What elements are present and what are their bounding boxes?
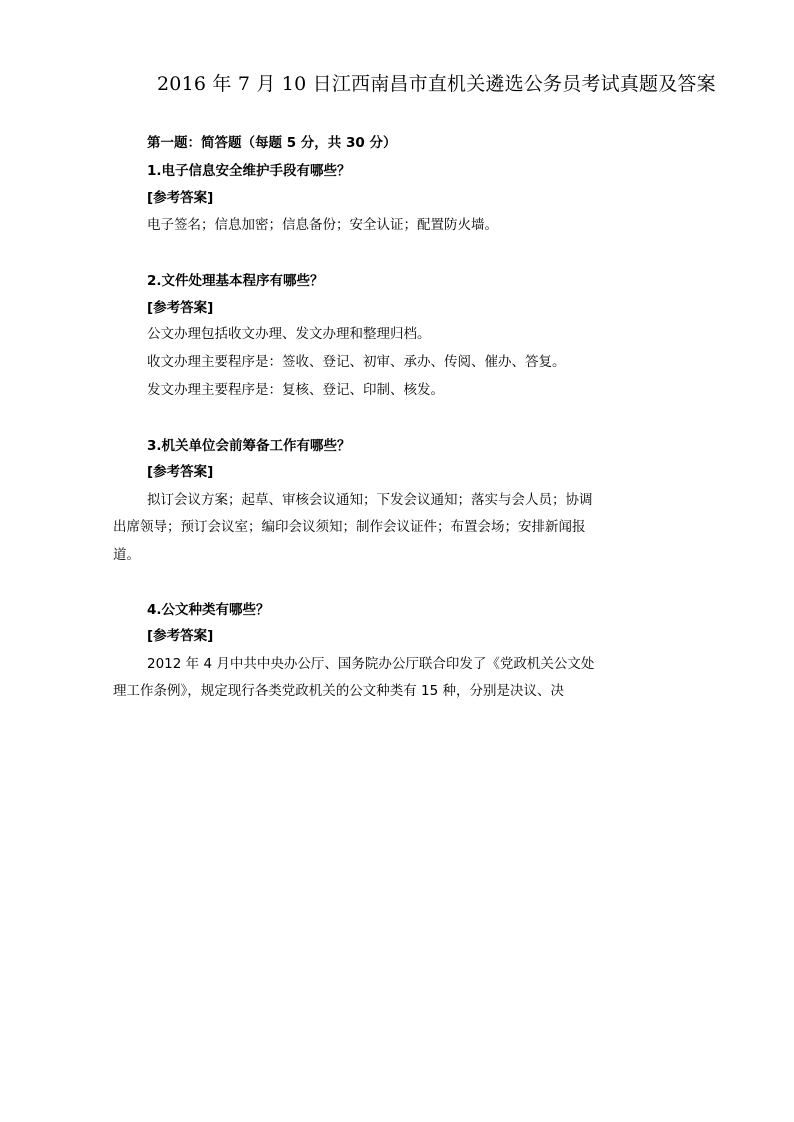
answer-2-line-3: 发文办理主要程序是：复核、登记、印制、核发。: [147, 382, 444, 398]
document-title: 2016 年 7 月 10 日江西南昌市直机关遴选公务员考试真题及答案: [157, 73, 716, 95]
answer-2-line-1: 公文办理包括收文办理、发文办理和整理归档。: [147, 326, 431, 342]
answer-label-4: [参考答案]: [147, 628, 214, 644]
answer-3-line-3: 道。: [113, 547, 140, 563]
answer-4-line-2: 理工作条例》，规定现行各类党政机关的公文种类有 15 种，分别是决议、决: [113, 683, 565, 699]
answer-label-3: [参考答案]: [147, 464, 214, 480]
question-3: 3.机关单位会前筹备工作有哪些？: [147, 438, 351, 454]
question-2: 2.文件处理基本程序有哪些？: [147, 273, 324, 289]
answer-3-line-1: 拟订会议方案；起草、审核会议通知；下发会议通知；落实与会人员；协调: [147, 492, 593, 508]
answer-label-2: [参考答案]: [147, 300, 214, 316]
section-heading: 第一题：简答题（每题 5 分，共 30 分）: [147, 135, 397, 151]
answer-label-1: [参考答案]: [147, 190, 214, 206]
answer-1-line-1: 电子签名；信息加密；信息备份；安全认证；配置防火墙。: [147, 217, 498, 233]
answer-3-line-2: 出席领导；预订会议室；编印会议须知；制作会议证件；布置会场；安排新闻报: [113, 519, 586, 535]
answer-2-line-2: 收文办理主要程序是：签收、登记、初审、承办、传阅、催办、答复。: [147, 354, 566, 370]
answer-4-line-1: 2012 年 4 月中共中央办公厅、国务院办公厅联合印发了《党政机关公文处: [147, 656, 595, 672]
question-1: 1.电子信息安全维护手段有哪些？: [147, 163, 351, 179]
question-4: 4.公文种类有哪些？: [147, 602, 270, 618]
